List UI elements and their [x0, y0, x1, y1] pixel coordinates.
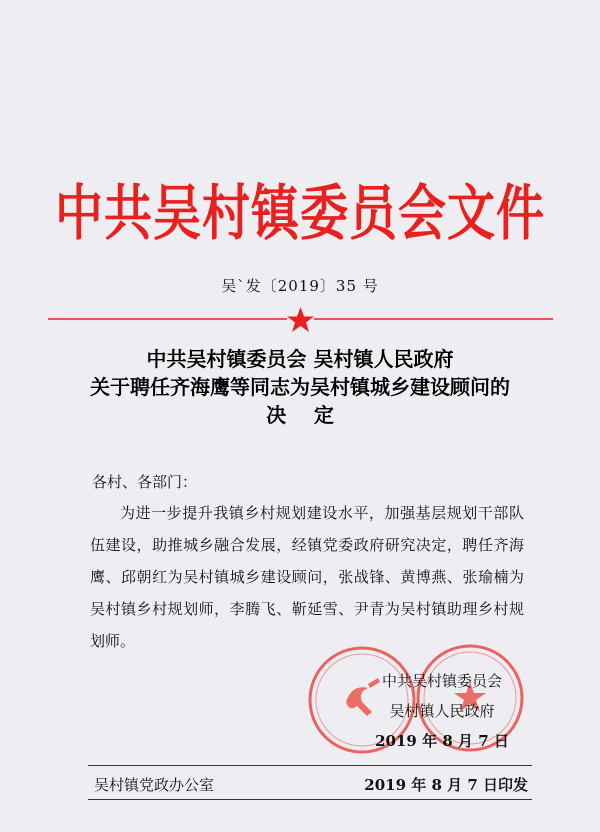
- issuer-government: 吴村镇人民政府: [389, 702, 495, 720]
- signature-date: 2019 年 8 月 7 日: [375, 732, 509, 750]
- document-title: [0, 345, 600, 429]
- footer-office: 吴村镇党政办公室: [94, 776, 215, 794]
- title-line-3: 决 定: [266, 403, 334, 427]
- title-line-2: 关于聘任齐海鹰等同志为吴村镇城乡建设顾问的: [90, 375, 510, 399]
- issuer-party-committee: 中共吴村镇委员会: [381, 672, 502, 690]
- footer-issue-date: 2019 年 8 月 7 日印发: [364, 776, 528, 794]
- salutation: 各村、各部门：: [92, 473, 198, 491]
- signature-block: [362, 666, 522, 756]
- red-separator: [48, 307, 553, 333]
- footer-bottom-rule: [88, 799, 532, 800]
- document-number: 吴`发〔2019〕35 号: [221, 277, 379, 295]
- title-line-1: 中共吴村镇委员会 吴村镇人民政府: [146, 347, 454, 371]
- footer-top-rule: [88, 765, 532, 766]
- document-header-title: 中共吴村镇委员会文件: [54, 178, 545, 249]
- body-paragraph: 为进一步提升我镇乡村规划建设水平，加强基层规划干部队伍建设，助推城乡融合发展，经镇党委政府研究决定，聘任齐海鹰、邱朝红为吴村镇城乡建设顾问，张战锋、黄博燕、张瑜楠为吴村镇乡村规划师，李腾飞、靳延雪、尹青为吴村镇助理乡村规划师。: [90, 504, 524, 650]
- star-icon: [287, 307, 314, 332]
